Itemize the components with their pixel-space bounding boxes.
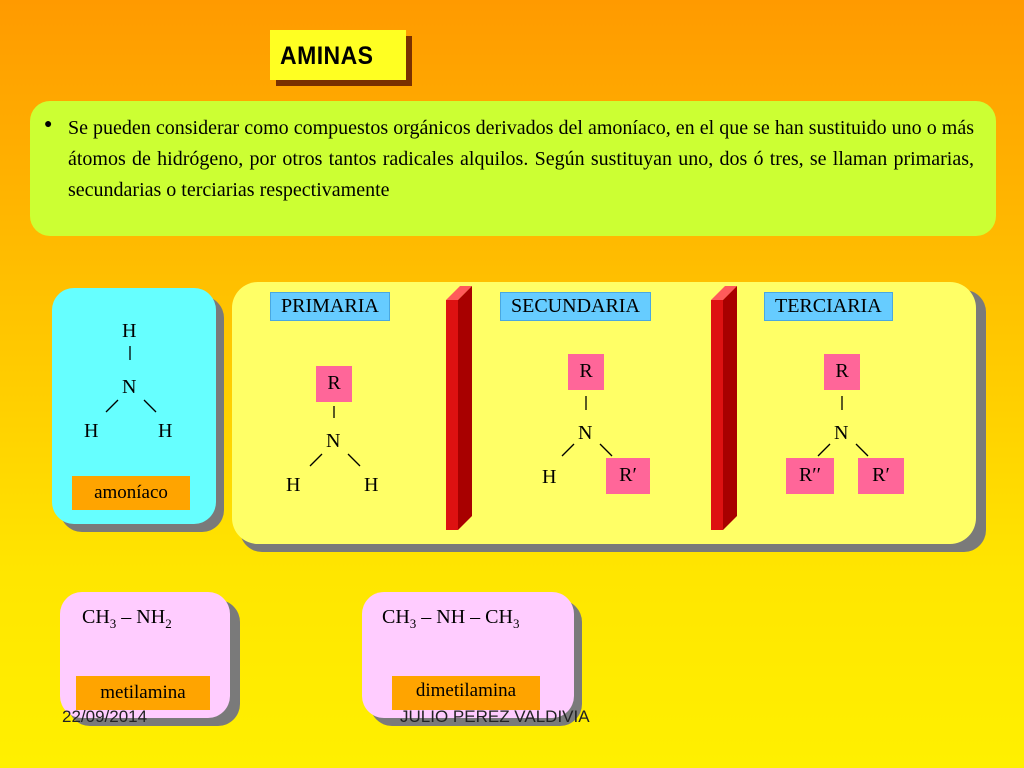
types-panel: [232, 282, 976, 544]
secondary-left-h: H: [542, 466, 557, 488]
secondary-n: N: [578, 422, 593, 444]
ammonia-n: N: [122, 376, 137, 398]
ammonia-top-h: H: [122, 320, 137, 342]
formula-sub: 3: [409, 616, 417, 631]
label-primaria: PRIMARIA: [270, 292, 390, 321]
example2-formula: [382, 606, 519, 632]
example2-name: dimetilamina: [392, 676, 540, 710]
formula-sub: 3: [109, 616, 117, 631]
example1-panel: [60, 592, 230, 718]
bullet-icon: ●: [44, 117, 53, 132]
primary-r: R: [316, 366, 352, 402]
primary-left-h: H: [286, 474, 301, 496]
formula-sub: 2: [165, 616, 172, 631]
label-secundaria: SECUNDARIA: [500, 292, 651, 321]
ammonia-panel: [52, 288, 216, 524]
formula-sub: 3: [512, 616, 520, 631]
tertiary-r-double-prime: R′′: [786, 458, 834, 494]
intro-panel: [30, 101, 996, 236]
ammonia-name: amoníaco: [72, 476, 190, 510]
example2-panel: [362, 592, 574, 718]
tertiary-r: R: [824, 354, 860, 390]
formula-c: CH: [382, 606, 410, 628]
footer-author: JULIO PEREZ VALDIVIA: [400, 707, 590, 726]
slide-title-box: [270, 30, 406, 80]
tertiary-n: N: [834, 422, 849, 444]
ammonia-right-h: H: [158, 420, 173, 442]
formula-c: CH: [82, 606, 110, 628]
primary-right-h: H: [364, 474, 379, 496]
primary-n: N: [326, 430, 341, 452]
secondary-r-prime: R′: [606, 458, 650, 494]
ammonia-left-h: H: [84, 420, 99, 442]
example1-name: metilamina: [76, 676, 210, 710]
intro-text: Se pueden considerar como compuestos orgánicos derivados del amoníaco, en el que se han sustituido uno o más átomos de hidrógeno, por otros tantos radicales alquilos. Según sustituyan uno, dos ó tres, se llaman primarias, secundarias o terciarias respectivamente: [68, 117, 974, 201]
formula-mid: – NH – CH: [416, 606, 513, 628]
slide-title: AMINAS: [280, 42, 374, 70]
tertiary-r-prime: R′: [858, 458, 904, 494]
secondary-r: R: [568, 354, 604, 390]
footer-date: 22/09/2014: [62, 707, 148, 726]
example1-formula: [82, 606, 172, 632]
formula-mid: – NH: [116, 606, 166, 628]
label-terciaria: TERCIARIA: [764, 292, 893, 321]
